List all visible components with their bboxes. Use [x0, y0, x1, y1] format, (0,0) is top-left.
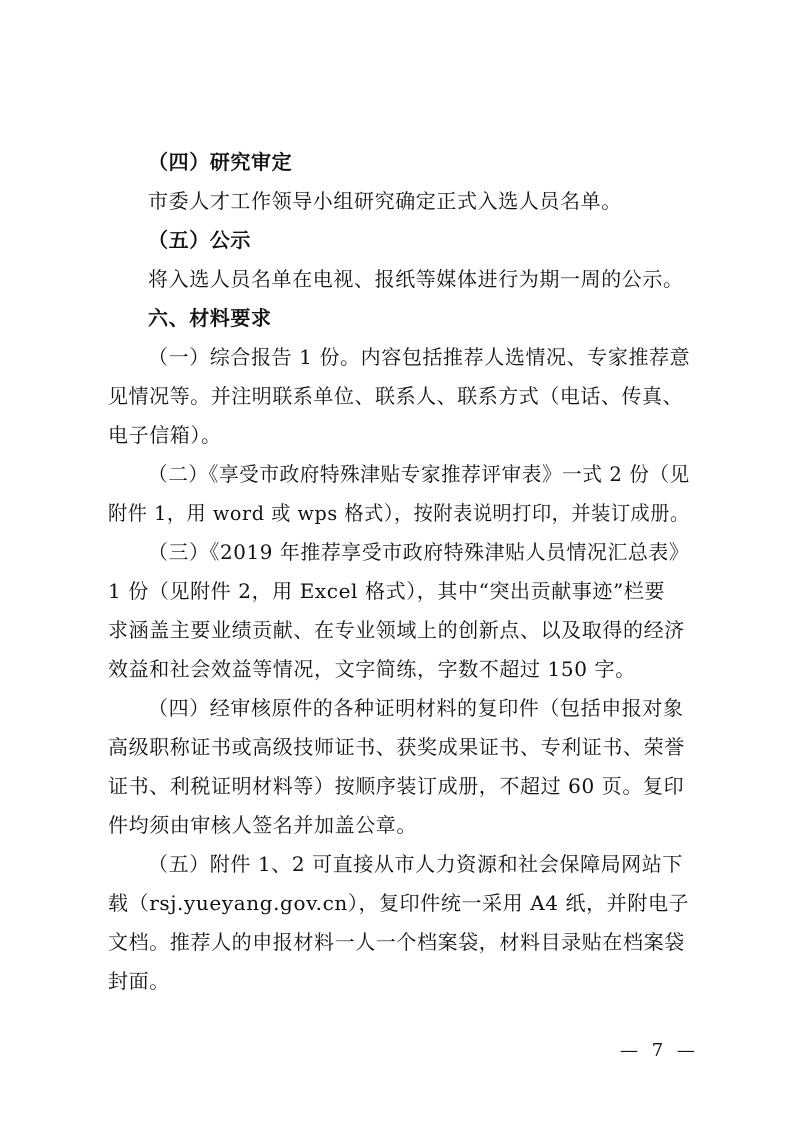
item-4-line-4: 件均须由审核人签名并加盖公章。: [108, 813, 417, 837]
item-2-line-1: （二）《享受市政府特殊津贴专家推荐评审表》一式 2 份（见: [148, 462, 690, 486]
section-5-heading: （五）公示: [148, 228, 251, 252]
item-1-line-2: 见情况等。并注明联系单位、联系人、联系方式（电话、传真、: [108, 384, 683, 408]
item-5-line-4: 封面。: [108, 969, 170, 993]
section-4-body: 市委人才工作领导小组研究确定正式入选人员名单。: [148, 189, 622, 213]
item-1-line-3: 电子信箱）。: [108, 423, 222, 447]
section-6-heading: 六、材料要求: [148, 306, 272, 330]
item-5-line-2: 载（rsj.yueyang.gov.cn），复印件统一采用 A4 纸，并附电子: [108, 891, 690, 915]
item-3-line-3: 求涵盖主要业绩贡献、在专业领域上的创新点、以及取得的经济: [108, 618, 685, 642]
item-1-line-1: （一）综合报告 1 份。内容包括推荐人选情况、专家推荐意: [148, 345, 691, 369]
item-5-line-1: （五）附件 1、2 可直接从市人力资源和社会保障局网站下: [148, 852, 683, 876]
section-4-heading: （四）研究审定: [148, 150, 293, 174]
item-4-line-3: 证书、利税证明材料等）按顺序装订成册，不超过 60 页。复印: [108, 774, 685, 798]
item-3-line-2: 1 份（见附件 2，用 Excel 格式），其中“突出贡献事迹”栏要: [108, 579, 666, 603]
item-5-line-3: 文档。推荐人的申报材料一人一个档案袋，材料目录贴在档案袋: [108, 930, 685, 954]
item-2-line-2: 附件 1，用 word 或 wps 格式），按附表说明打印，并装订成册。: [108, 501, 690, 525]
item-4-line-1: （四）经审核原件的各种证明材料的复印件（包括申报对象: [148, 696, 684, 720]
item-4-line-2: 高级职称证书或高级技师证书、获奖成果证书、专利证书、荣誉: [108, 735, 685, 759]
section-5-body: 将入选人员名单在电视、报纸等媒体进行为期一周的公示。: [148, 267, 684, 291]
item-3-line-1: （三）《2019 年推荐享受市政府特殊津贴人员情况汇总表》: [148, 540, 690, 564]
item-3-line-4: 效益和社会效益等情况，文字简练，字数不超过 150 字。: [108, 657, 636, 681]
page-number: — 7 —: [620, 1040, 699, 1061]
